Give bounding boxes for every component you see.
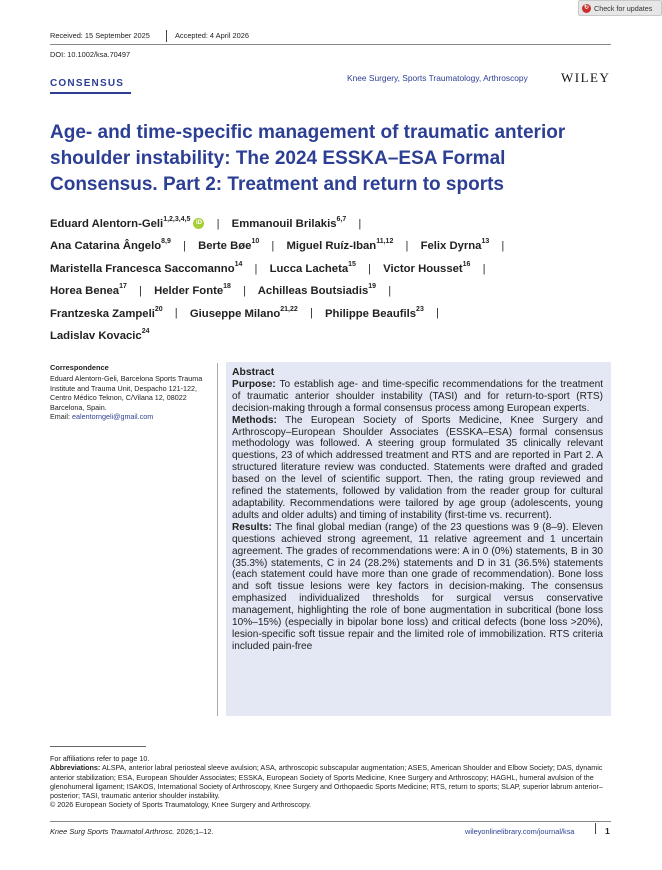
author-separator: |: [358, 217, 362, 230]
author-separator: |: [216, 217, 220, 230]
author-name[interactable]: Eduard Alentorn-Geli: [50, 217, 164, 230]
citation-journal: Knee Surg Sports Traumatol Arthrosc.: [50, 827, 175, 836]
author-affiliation: 8,9: [161, 238, 171, 246]
methods-label: Methods:: [232, 414, 277, 426]
orcid-icon[interactable]: iD: [193, 218, 204, 229]
author-affiliation: 13: [481, 238, 490, 246]
citation-details: 2026;1–12.: [176, 827, 214, 836]
copyright-note: © 2026 European Society of Sports Traumatology, Knee Surgery and Arthroscopy.: [50, 800, 312, 810]
author-name[interactable]: Miguel Ruíz-Iban: [286, 240, 377, 253]
author-affiliation: 24: [141, 327, 150, 335]
purpose-text: To establish age- and time-specific recommendations for the treatment of traumatic anterior shoulder instability (TASI) and for return-to-sport (RTS) decision-making through a formal consensus process among European experts.: [232, 378, 604, 414]
correspondence-heading: Correspondence: [50, 363, 109, 372]
check-for-updates-button[interactable]: [578, 0, 662, 16]
author-separator: |: [182, 240, 186, 253]
abbreviations-text: ALSPA, anterior labral periosteal sleeve avulsion; ASA, arthroscopic subscapular augmentation; ASES, American Shoulder and Elbow Society; DAS, dynamic anterior stabilization; ESA, European Shoulder Associates; ESSKA, European Society of Sports Medicine, Knee Surgery and Arthroscopy; HAGHL, humeral avulsion of the glenohumeral ligament; ISAKOS, International Society of Arthroscopy, Knee Surgery and Orthopaedic Sports Medicine; RTS, return to sports; SLAP, superior labrum anterior–posterior; TASI, traumatic anterior shoulder instability.: [50, 763, 603, 801]
author-line: [50, 217, 615, 239]
author-affiliation: 23: [416, 305, 424, 313]
section-underline: [50, 92, 131, 94]
author-name[interactable]: Felix Dyrna: [420, 240, 482, 253]
results-label: Results:: [232, 521, 272, 533]
abstract-methods: [232, 415, 603, 522]
author-separator: |: [368, 262, 371, 275]
footnotes: [50, 754, 616, 810]
footnote-rule: [50, 746, 146, 747]
author-line: [50, 262, 615, 284]
footer-rule: [50, 821, 611, 822]
abstract-box: [226, 362, 611, 716]
author-separator: |: [388, 284, 392, 297]
author-affiliation: 11,12: [376, 238, 394, 246]
author-separator: |: [482, 262, 486, 275]
page-number: 1: [605, 826, 610, 836]
section-label: CONSENSUS: [50, 78, 125, 89]
author-separator: |: [435, 307, 439, 320]
author-affiliation: 20: [154, 305, 163, 313]
header-rule: [50, 44, 611, 45]
abbreviations-note: [50, 763, 616, 800]
author-affiliation: 15: [348, 260, 356, 268]
author-list: [50, 217, 615, 351]
page-separator: [595, 823, 596, 834]
received-date: Received: 15 September 2025: [50, 31, 150, 40]
author-line: [50, 307, 615, 329]
header-separator: [166, 30, 167, 42]
author-name[interactable]: Emmanouil Brilakis: [231, 217, 337, 230]
author-line: [50, 329, 615, 351]
methods-text: The European Society of Sports Medicine, Knee Surgery and Arthroscopy–European Shoulder Associates (ESSKA–ESA) formal consensus methodology was followed. A steering group formulated 35 clinically relevant questions, 23 of which addressed treatment and RTS and are reported in Part 2. A structured literature review was conducted. Statements were drafted and graded based on the level of scientific support. Then, the rating group reviewed and refined the statements, followed by validation from the reader group for cultural adaptability. Recommendations were tailored by age group (adolescents, young adults and older adults) and timing of instability (first-time vs. recurrent).: [232, 414, 603, 521]
author-separator: |: [271, 240, 275, 253]
author-affiliation: 10: [251, 238, 260, 246]
author-separator: |: [309, 307, 313, 320]
author-affiliation: 21,22: [280, 305, 298, 313]
email-link[interactable]: ealentorngeli@gmail.com: [71, 412, 154, 421]
abbreviations-label: Abbreviations:: [50, 763, 101, 773]
correspondence-body: [50, 374, 212, 422]
author-affiliation: 16: [462, 260, 471, 268]
author-separator: |: [501, 240, 505, 253]
author-name[interactable]: Ana Catarina Ângelo: [50, 240, 162, 253]
journal-name: Knee Surgery, Sports Traumatology, Arthroscopy: [347, 73, 528, 83]
correspondence-address: Eduard Alentorn-Geli, Barcelona Sports Trauma Institute and Trauma Unit, Despacho 121-122, Centro Médico Teknon, C/Vilana 12, 08022 Barcelona, Spain.: [50, 374, 203, 412]
affiliations-note: For affiliations refer to page 10.: [50, 754, 150, 763]
author-name[interactable]: Lucca Lacheta: [269, 262, 349, 275]
doi: DOI: 10.1002/ksa.70497: [50, 50, 131, 59]
author-separator: |: [405, 240, 409, 253]
author-affiliation: 19: [368, 283, 377, 291]
publisher-logo: WILEY: [561, 70, 611, 85]
accepted-date: Accepted: 4 April 2026: [175, 31, 249, 40]
author-separator: |: [174, 307, 178, 320]
author-name[interactable]: Philippe Beaufils: [325, 307, 417, 320]
author-name[interactable]: Berte Bøe: [198, 240, 252, 253]
author-name[interactable]: Frantzeska Zampeli: [50, 307, 155, 320]
author-name[interactable]: Horea Benea: [50, 284, 120, 297]
author-name[interactable]: Maristella Francesca Saccomanno: [50, 262, 235, 275]
refresh-icon: ↻: [583, 4, 590, 11]
author-affiliation: 18: [223, 283, 231, 291]
author-name[interactable]: Victor Housset: [383, 262, 463, 275]
author-separator: |: [139, 284, 142, 297]
purpose-label: Purpose:: [232, 378, 276, 390]
author-separator: |: [243, 284, 247, 297]
author-name[interactable]: Ladislav Kovacic: [50, 329, 142, 342]
author-name[interactable]: Helder Fonte: [154, 284, 224, 297]
check-for-updates-label: Check for updates: [594, 3, 653, 13]
author-affiliation: 6,7: [336, 216, 347, 223]
author-affiliation: 17: [119, 283, 127, 291]
email-label: Email:: [50, 412, 70, 421]
results-text: The final global median (range) of the 23 questions was 9 (8–9). Eleven questions achieved strong agreement, 11 relative agreement and 1 uncertain agreement. The grades of recommendations were: A in 0 (0%) statements, B in 30 (35.3%) statements, C in 24 (28.2%) statements and D in 31 (36.5%) statements (each statement could have more than one grade of recommendation). Bone loss and soft tissue lesions were key factors in decision-making. The consensus emphasized individualized thresholds for surgical versus conservative management, highlighting the role of bone augmentation in subcritical (bone loss 10%–15%) (especially in bipolar bone loss) and critical defects (bone loss >20%), lesion-specific soft tissue repair and the limited role of immobilization. RTS criteria included pain-free: [232, 521, 603, 652]
author-line: [50, 284, 615, 306]
citation: [50, 827, 214, 836]
abstract-purpose: [232, 379, 603, 415]
column-divider: [217, 363, 218, 716]
author-name[interactable]: Achilleas Boutsiadis: [257, 284, 369, 297]
abstract-results: [232, 522, 603, 653]
author-line: [50, 239, 615, 261]
abstract-heading: Abstract: [232, 367, 275, 378]
author-name[interactable]: Giuseppe Milano: [189, 307, 281, 320]
author-affiliation: 14: [234, 260, 243, 268]
author-affiliation: 1,2,3,4,5: [163, 216, 191, 223]
author-separator: |: [254, 262, 258, 275]
journal-url-link[interactable]: wileyonlinelibrary.com/journal/ksa: [465, 827, 575, 836]
article-title: Age- and time-specific management of traumatic anterior shoulder instability: The 2024 ESSKA–ESA Formal Consensus. Part 2: Treatment and return to sports: [50, 122, 566, 195]
